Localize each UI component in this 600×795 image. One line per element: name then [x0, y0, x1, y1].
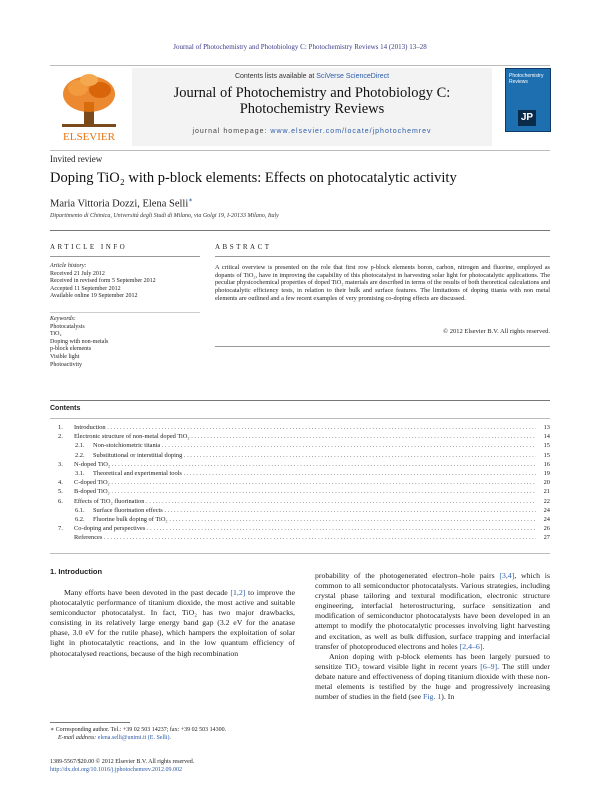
- citation-link[interactable]: [3,4]: [499, 571, 515, 580]
- toc-entry-number: 6.2.: [75, 515, 85, 523]
- publisher-name: ELSEVIER: [63, 131, 115, 143]
- journal-reference[interactable]: Journal of Photochemistry and Photobiology C: Photochemistry Reviews 14 (2013) 13–28: [173, 43, 427, 51]
- toc-entry-number: 2.1.: [75, 442, 85, 450]
- table-of-contents: [50, 423, 550, 542]
- paragraph-text: Many efforts have been devoted in the past decade: [64, 588, 231, 597]
- copyright: © 2012 Elsevier B.V. All rights reserved.: [443, 328, 550, 335]
- history-label: Article history:: [50, 263, 87, 269]
- keywords: [50, 316, 200, 369]
- homepage-link[interactable]: www.elsevier.com/locate/jphotochemrev: [270, 128, 432, 135]
- journal-title: [132, 85, 492, 117]
- corresponding-author-mark[interactable]: ∗: [188, 196, 194, 204]
- toc-entry-number: 3.1.: [75, 469, 85, 477]
- keyword: Visible light: [50, 353, 80, 360]
- toc-entry[interactable]: [50, 515, 550, 524]
- paragraph-text: . The still under debate nature and effectiveness of doping titanium dioxide with these non-metal elements is testified by the huge and progressively increasing number of studies in the field (see: [315, 661, 550, 702]
- article-history: [50, 263, 200, 301]
- toc-entry-page: 24: [543, 506, 550, 514]
- toc-entry[interactable]: [50, 460, 550, 469]
- toc-entry[interactable]: [50, 487, 550, 496]
- divider: [50, 256, 200, 257]
- doi-link[interactable]: http://dx.doi.org/10.1016/j.jphotochemrev.2012.09.002: [50, 767, 182, 773]
- journal-title-line1: Journal of Photochemistry and Photobiology C:: [173, 85, 451, 101]
- toc-entry-page: 14: [543, 433, 550, 441]
- body-column-left: [50, 588, 295, 659]
- affiliation: Dipartimento di Chimica, Università degli Studi di Milano, via Golgi 19, I-20133 Milano, Italy: [50, 213, 279, 219]
- history-item: Accepted 11 September 2012: [50, 285, 121, 292]
- divider: [50, 418, 550, 419]
- journal-homepage: [132, 128, 492, 135]
- toc-entry[interactable]: [50, 478, 550, 487]
- email-label: E-mail address:: [58, 735, 97, 741]
- toc-entry-title[interactable]: References . . .: [74, 533, 536, 542]
- toc-entry[interactable]: [50, 451, 550, 460]
- keyword: Photoactivity: [50, 361, 82, 368]
- homepage-prefix: journal homepage:: [192, 128, 268, 135]
- journal-cover: [505, 68, 551, 132]
- paragraph-text: .: [482, 641, 485, 651]
- toc-entry-number: 7.: [58, 525, 63, 533]
- section-heading-introduction: 1. Introduction: [50, 567, 103, 576]
- cover-title: Photochemistry Reviews: [509, 73, 544, 85]
- toc-entry-page: 27: [543, 534, 550, 542]
- paragraph-text: probability of the photogenerated electron–hole pairs: [315, 571, 500, 580]
- divider: [50, 553, 550, 554]
- cover-badge: JP: [518, 110, 536, 126]
- issn-block: [50, 758, 295, 774]
- keyword: Doping with non-metals: [50, 338, 109, 345]
- divider: [50, 312, 200, 313]
- toc-entry-title[interactable]: Electronic structure of non-metal doped TiO₂ . . .: [74, 432, 536, 441]
- citation-link[interactable]: [2,4–6]: [459, 641, 483, 651]
- toc-entry-title[interactable]: Fluorine bulk doping of TiO₂ . . .: [93, 515, 536, 524]
- toc-entry-title[interactable]: Co-doping and perspectives . . .: [74, 524, 536, 533]
- toc-entry-page: 15: [543, 442, 550, 450]
- email-link[interactable]: elena.selli@unimi.it (E. Selli).: [97, 735, 171, 741]
- elsevier-tree-icon: [62, 74, 116, 127]
- toc-entry-title[interactable]: Effects of TiO₂ fluorination . . .: [74, 497, 536, 506]
- article-info-heading: ARTICLE INFO: [50, 243, 128, 251]
- keyword: TiO₂: [50, 331, 62, 338]
- abstract-heading: ABSTRACT: [215, 243, 272, 251]
- toc-entry[interactable]: [50, 533, 550, 542]
- paragraph-text: Anion doping with p-block elements has been largely pursued to sensitize TiO₂ toward visible light in recent years: [315, 651, 550, 671]
- toc-entry-number: 4.: [58, 479, 63, 487]
- toc-entry[interactable]: [50, 432, 550, 441]
- history-item: Available online 19 September 2012: [50, 293, 138, 300]
- author-names: Maria Vittoria Dozzi, Elena Selli: [50, 198, 189, 210]
- footnote-contact: [50, 726, 295, 734]
- toc-entry-page: 15: [543, 451, 550, 459]
- abstract-text: A critical overview is presented on the role that first row p-block elements boron, carbon, nitrogen and fluorine, employed as dopants of TiO₂, have in improving the capability of this photocatalyst in harvesting solar light for photocatalytic applications. The peculiar physicochemical properties of doped TiO₂ materials are described in terms of the results of both theoretical calculations and photocatalytic efficiency tests, in relation to their bulk and surface features. The limitations of doping titania with non metal elements are outlined and a few recent examples of very promising co-doping effects are discussed.: [215, 264, 550, 302]
- contents-heading: Contents: [50, 405, 81, 412]
- divider: [50, 400, 550, 401]
- toc-entry[interactable]: [50, 524, 550, 533]
- history-item: Received in revised form 5 September 2012: [50, 278, 156, 285]
- toc-entry-number: 6.: [58, 497, 63, 505]
- toc-entry[interactable]: [50, 469, 550, 478]
- toc-entry-title[interactable]: C-doped TiO₂ . . .: [74, 478, 536, 487]
- authors: [50, 196, 193, 210]
- journal-title-line2: Photochemistry Reviews: [239, 101, 385, 117]
- toc-entry-number: 6.1.: [75, 506, 85, 514]
- divider: [215, 346, 550, 347]
- paragraph: [50, 588, 295, 659]
- toc-entry-number: 1.: [58, 424, 63, 431]
- citation-link[interactable]: [6–9]: [480, 661, 498, 671]
- toc-entry-page: 19: [543, 469, 550, 477]
- footnote: [50, 726, 295, 742]
- contact-text: Corresponding author. Tel.: +39 02 503 14237; fax: +39 02 503 14300.: [55, 727, 227, 733]
- toc-entry[interactable]: [50, 441, 550, 450]
- paragraph-text: ). In: [441, 692, 455, 702]
- toc-entry-page: 26: [543, 525, 550, 533]
- toc-entry-page: 13: [543, 424, 550, 431]
- paragraph-text: , which is common to all semiconductor photocatalysts. Various strategies, including crystal phase tailoring and textural modification, electronic structure engineering, interfacial heterostructuring, surface sensitization and modification of semiconductor photocatalysts have been developed in an attempt to modify the photocatalytic processes involving light harvesting and excitation, as well as bulk diffusion, surface trapping and interfacial transfer of photoproduced electrons and holes: [315, 571, 551, 651]
- divider: [50, 230, 550, 231]
- footnote-divider: [50, 722, 130, 723]
- toc-entry[interactable]: [50, 506, 550, 515]
- divider: [215, 256, 550, 257]
- toc-entry-page: 20: [543, 479, 550, 487]
- contents-available-prefix: Contents lists available at: [234, 73, 315, 80]
- citation-link[interactable]: [1,2]: [230, 588, 246, 597]
- paragraph-text: to improve the photocatalytic performance of titanium dioxide, the most active and suitable semiconductor photocatalyst. In fact, TiO₂ has two major drawbacks, consisting in its relatively large energy band gap (3.2 eV for the anatase phase, 3.0 eV for the rutile phase), which hampers the exploitation of solar light in photocatalytic reactions, and in the low quantum efficiency of photocatalysed reactions, because of the high recombination: [50, 588, 295, 658]
- article-title: Doping TiO₂ with p-block elements: Effects on photocatalytic activity: [50, 170, 457, 186]
- toc-entry-title[interactable]: Surface fluorination effects . . .: [93, 506, 536, 515]
- paragraph: [315, 652, 550, 702]
- footnote-email: [50, 734, 295, 742]
- keywords-label: Keywords:: [50, 316, 76, 322]
- toc-entry-title[interactable]: Non-stoichiometric titania . . .: [93, 441, 536, 450]
- toc-entry-title[interactable]: N-doped TiO₂ . . .: [74, 460, 536, 469]
- toc-entry[interactable]: [50, 497, 550, 506]
- toc-entry-number: 5.: [58, 488, 63, 496]
- toc-entry-number: 3.: [58, 460, 63, 468]
- toc-entry-number: 2.: [58, 433, 63, 441]
- keyword: p-block elements: [50, 346, 92, 353]
- contents-availability: [132, 73, 492, 80]
- toc-entry-page: 21: [543, 488, 550, 496]
- body-column-right: [315, 571, 550, 702]
- toc-entry-title[interactable]: Introduction . . .: [74, 423, 536, 432]
- figure-link[interactable]: Fig. 1: [423, 692, 442, 702]
- toc-entry-page: 22: [543, 497, 550, 505]
- history-item: Received 21 July 2012: [50, 270, 105, 277]
- toc-entry[interactable]: [50, 423, 550, 432]
- toc-entry-page: 24: [543, 515, 550, 523]
- toc-entry-title[interactable]: B-doped TiO₂ . . .: [74, 487, 536, 496]
- paragraph: [315, 571, 550, 652]
- toc-entry-title[interactable]: Theoretical and experimental tools . . .: [93, 469, 536, 478]
- toc-entry-page: 16: [543, 460, 550, 468]
- elsevier-logo: [50, 68, 128, 146]
- toc-entry-number: 2.2.: [75, 451, 85, 459]
- article-type: Invited review: [50, 154, 103, 164]
- toc-entry-title[interactable]: Substitutional or interstitial doping . . .: [93, 451, 536, 460]
- footnote-mark: ∗: [50, 727, 55, 733]
- issn-line: 1389-5567/$20.00 © 2012 Elsevier B.V. All rights reserved.: [50, 759, 195, 765]
- keyword: Photocatalysis: [50, 323, 85, 330]
- sciencedirect-link[interactable]: SciVerse ScienceDirect: [316, 73, 390, 80]
